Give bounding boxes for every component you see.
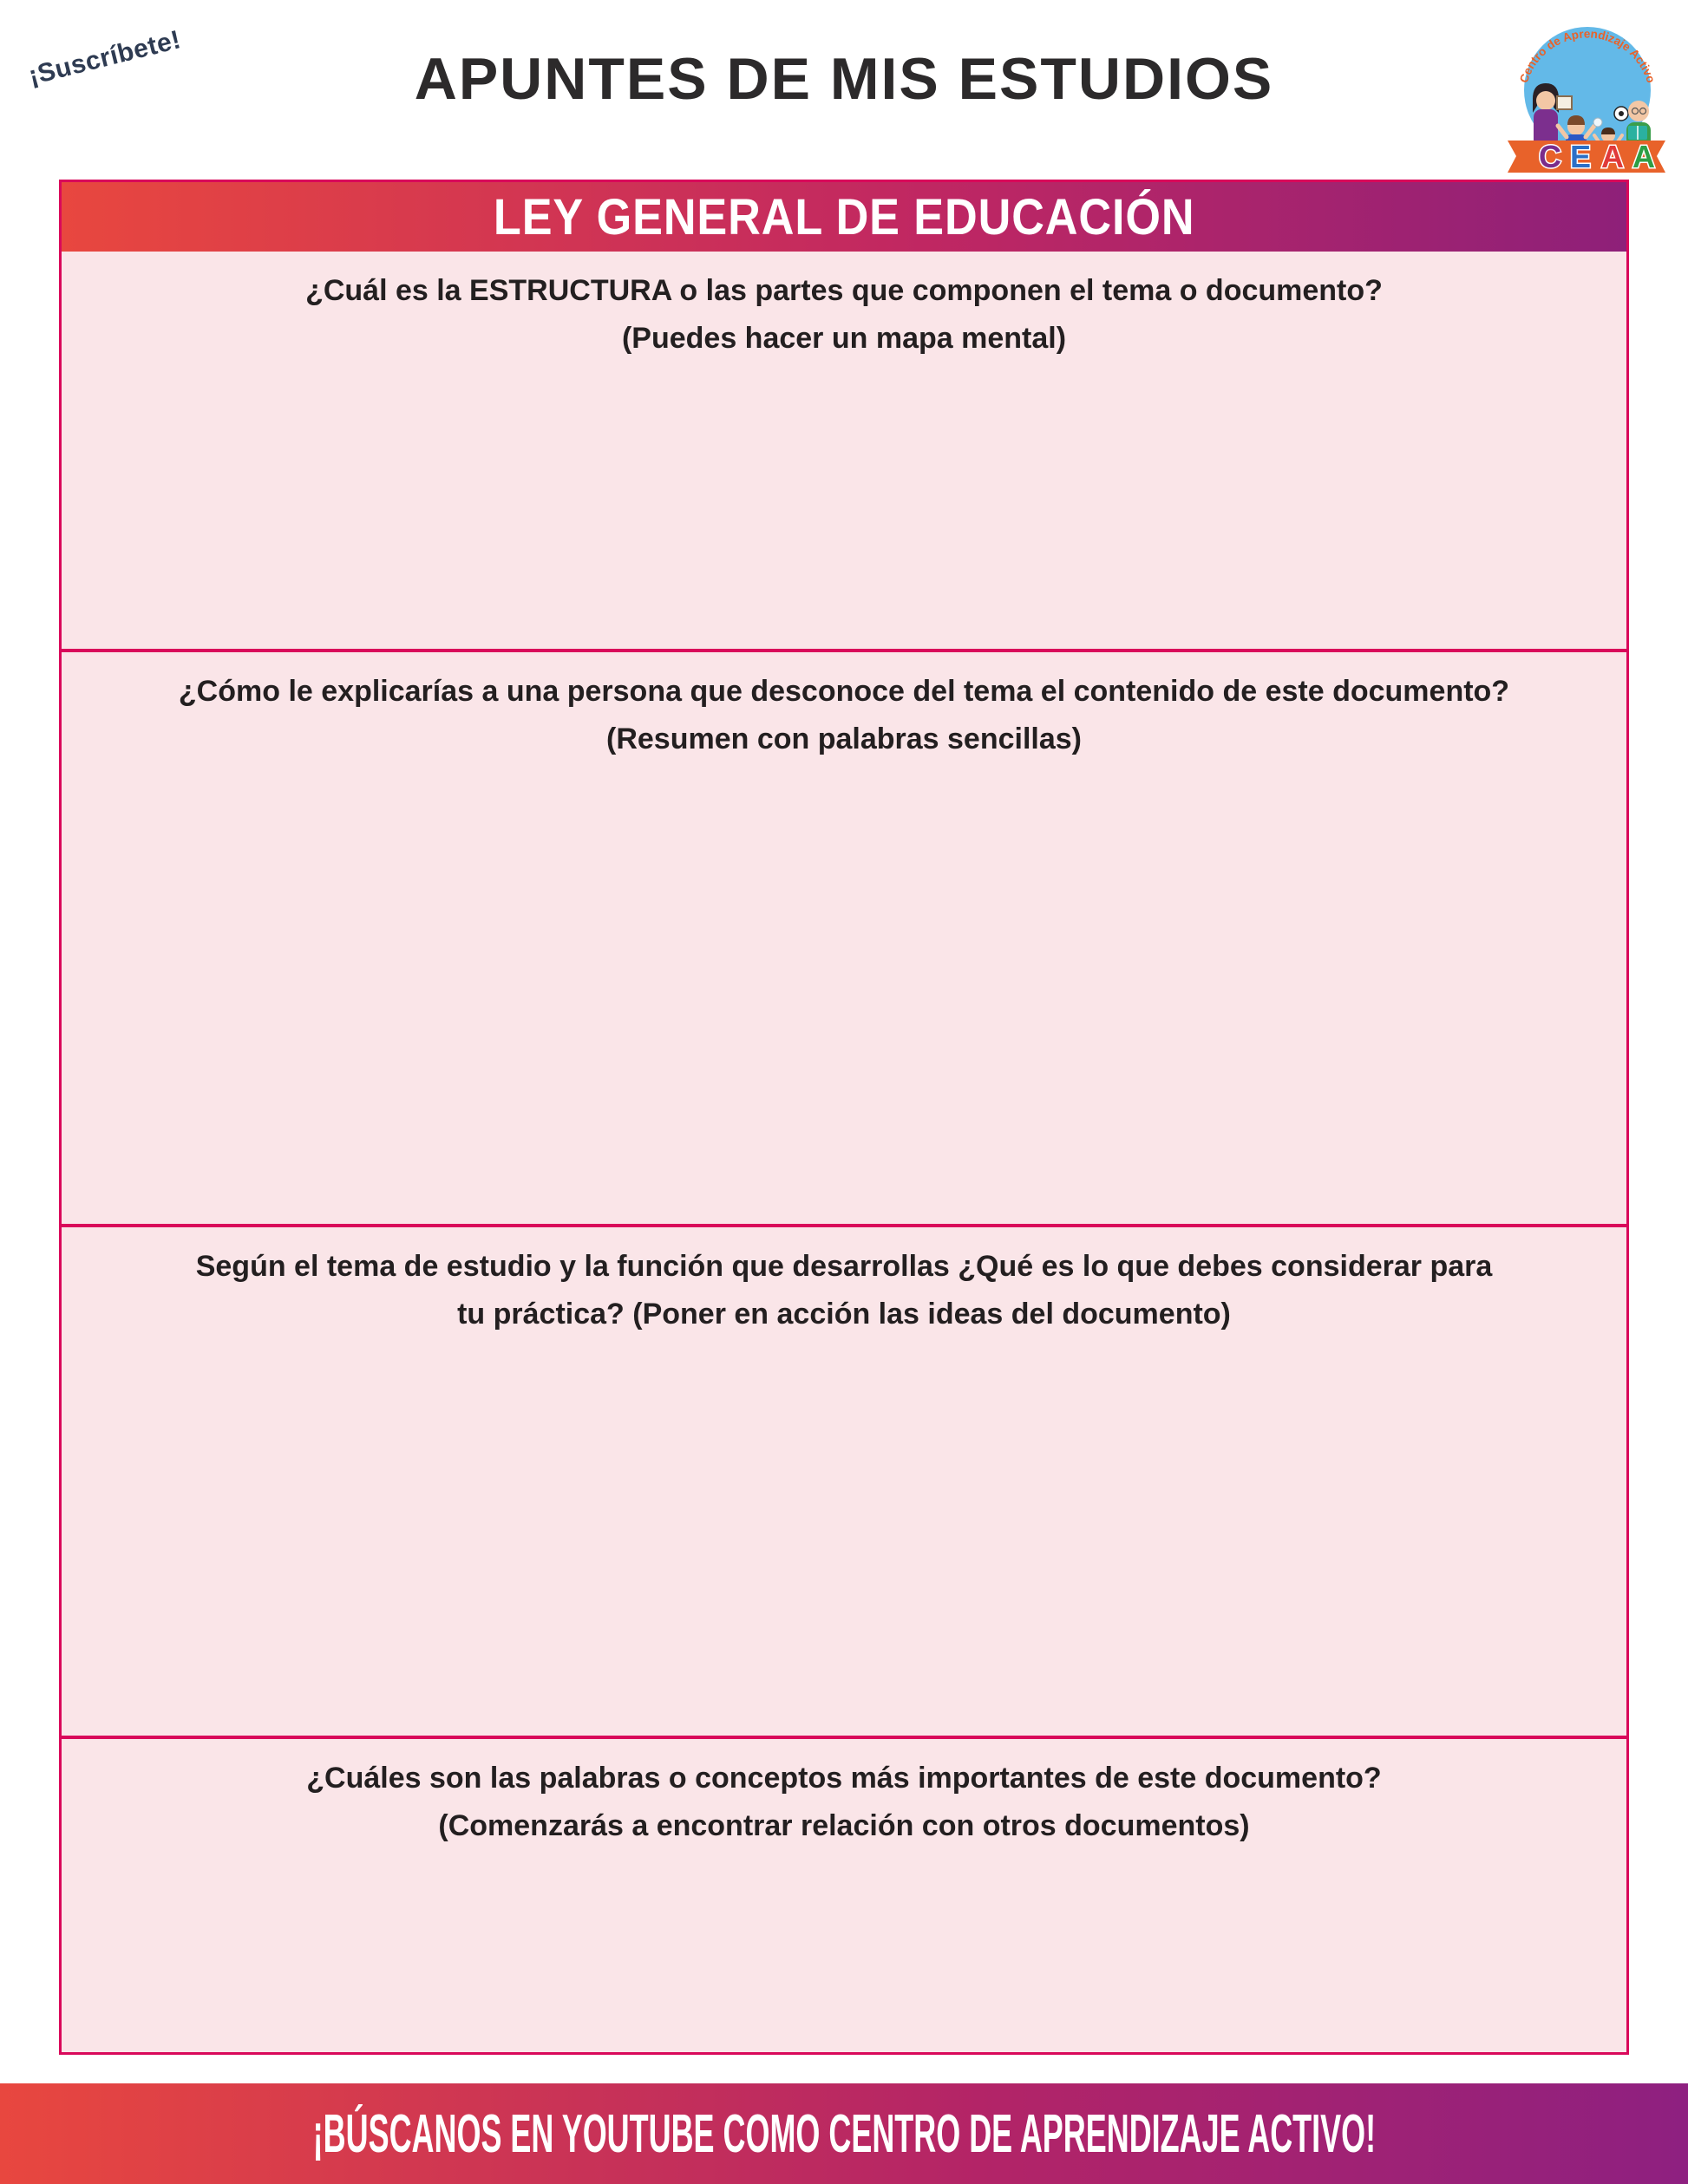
question-row-structure xyxy=(62,252,1626,649)
question-line-1: ¿Cómo le explicarías a una persona que desconoce del tema el contenido de este documento? xyxy=(178,675,1510,708)
logo-arc-text: Centro de Aprendizaje Activo xyxy=(1517,27,1658,85)
question-line-1: Según el tema de estudio y la función que desarrollas ¿Qué es lo que debes considerar para xyxy=(195,1250,1493,1283)
page-title: APUNTES DE MIS ESTUDIOS xyxy=(414,46,1274,112)
question-row-concepts xyxy=(62,1736,1626,2052)
worksheet-header-bar xyxy=(62,182,1626,252)
worksheet-header-title: LEY GENERAL DE EDUCACIÓN xyxy=(493,188,1195,245)
question-line-2: (Comenzarás a encontrar relación con otros documentos) xyxy=(438,1809,1250,1843)
question-row-explain xyxy=(62,649,1626,1224)
answer-area xyxy=(62,363,1626,649)
question-line-2: (Puedes hacer un mapa mental) xyxy=(621,322,1067,356)
footer-text: ¡BÚSCANOS EN YOUTUBE COMO CENTRO DE APRENDIZAJE ACTIVO! xyxy=(312,2103,1376,2164)
question-line-1: ¿Cuál es la ESTRUCTURA o las partes que componen el tema o documento? xyxy=(305,274,1383,307)
question-line-2: (Resumen con palabras sencillas) xyxy=(606,723,1082,756)
question-row-practice xyxy=(62,1224,1626,1736)
worksheet-table xyxy=(59,180,1629,2055)
subscribe-label: ¡Suscríbete! xyxy=(25,25,184,91)
logo-ceaa-text: C E A A xyxy=(1539,139,1655,174)
footer-banner xyxy=(0,2083,1688,2184)
question-line-1: ¿Cuáles son las palabras o conceptos más importantes de este documento? xyxy=(306,1762,1382,1795)
answer-area xyxy=(62,1338,1626,1736)
ceaa-logo xyxy=(1504,10,1669,177)
answer-area xyxy=(62,763,1626,1224)
question-line-2: tu práctica? (Poner en acción las ideas del documento) xyxy=(457,1298,1231,1331)
answer-area xyxy=(62,1850,1626,2052)
